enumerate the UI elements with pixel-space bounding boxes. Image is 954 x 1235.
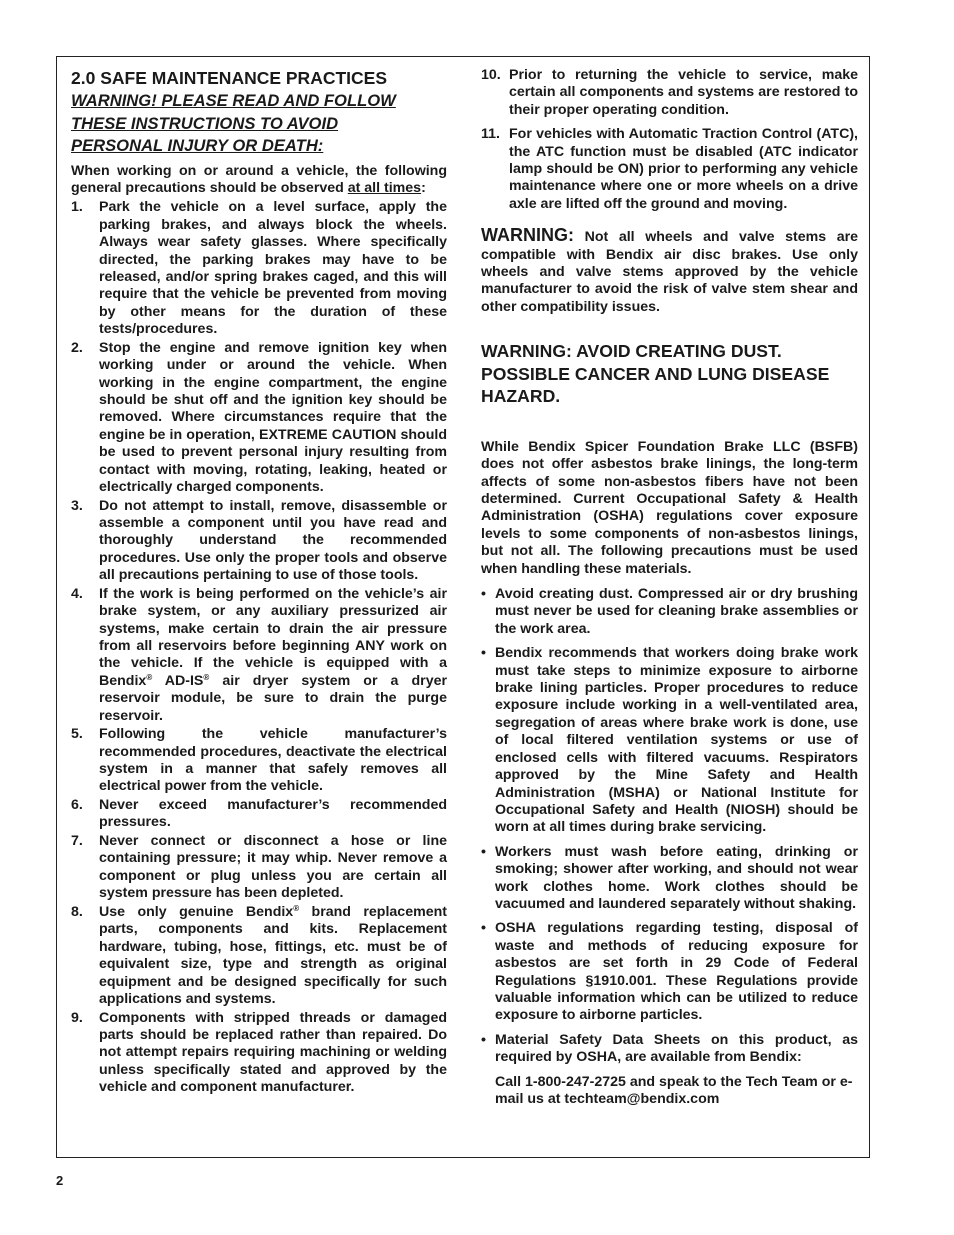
list-item: 8. Use only genuine Bendix® brand replacement parts, components and kits. Replacement hardware, tubing, hose, fittings, etc. must be of equivalent size, type and strength as original equipment and be designed specifically for such applications and systems. [71,903,447,1007]
precautions-list [71,199,447,1096]
warning-label: WARNING: [481,225,574,246]
list-item: • Material Safety Data Sheets on this product, as required by OSHA, are available from Bendix: [481,1031,858,1066]
dust-precautions-list [481,586,858,1067]
content-frame [56,56,870,1158]
contact-info: Call 1-800-247-2725 and speak to the Tech Team or e-mail us at techteam@bendix.com [495,1073,853,1107]
list-item: • Bendix recommends that workers doing brake work must take steps to minimize exposure to airborne brake lining particles. Proper procedures to reduce exposure include working in a well-ventilated area, segregation of areas where brake work is done, use of local filtered ventilation systems or use of enclosed cells with filtered vacuums. Respirators approved by the Mine Safety and Health Administration (MSHA) or National Institute for Occupational Safety and Health (NIOSH) should be worn at all times during brake servicing. [481,645,858,836]
registered-mark: ® [146,672,153,682]
bullet-icon: • [481,586,486,603]
list-item: • Workers must wash before eating, drinking or smoking; shower after working, and should not wear work clothes home. Work clothes should be vacuumed and laundered separately without shaking. [481,843,858,912]
list-item: 7. Never connect or disconnect a hose or line containing pressure; it may whip. Never remove a component or plug unless you are certain all system pressure has been depleted. [71,833,447,902]
registered-mark: ® [203,672,210,682]
list-item: 3. Do not attempt to install, remove, disassemble or assemble a component until you have read and thoroughly understand the recommended procedures. Use only the proper tools and observe all precautions pertaining to use of those tools. [71,497,447,584]
list-item: 9. Components with stripped threads or damaged parts should be replaced rather than repaired. Do not attempt repairs requiring machining or welding unless specifically stated and approved by the vehicle and component manufacturer. [71,1009,447,1096]
warning-heading [71,90,447,158]
section-title: 2.0 SAFE MAINTENANCE PRACTICES [71,68,388,88]
registered-mark: ® [293,903,300,913]
list-item: • Avoid creating dust. Compressed air or dry brushing must never be used for cleaning brake assemblies or the work area. [481,586,858,637]
precautions-list-continued [481,67,858,213]
asbestos-paragraph: While Bendix Spicer Foundation Brake LLC (BSFB) does not offer asbestos brake linings, the long-term affects of some non-asbestos fibers have not been determined. Current Occupational Safety & Health Administration (OSHA) regulations cover exposure levels to some components of non-asbestos linings, but not all. The following precautions must be used when handling these materials. [481,438,858,577]
list-item: 2. Stop the engine and remove ignition key when working under or around the vehicle. When working in the engine compartment, the engine should be shut off and the ignition key should be removed. Where circumstances require that the engine be in operation, EXTREME CAUTION should be used to prevent personal injury resulting from contact with moving, rotating, leaking, heated or electrically charged components. [71,339,447,495]
list-item: 11. For vehicles with Automatic Traction Control (ATC), the ATC function must be disabled (ATC indicator lamp should be ON) prior to performing any vehicle maintenance where one or more wheels on a drive axle are lifted off the ground and moving. [481,126,858,212]
list-item: 1. Park the vehicle on a level surface, apply the parking brakes, and always block the wheels. Always wear safety glasses. Where specifically directed, the parking brakes may have to be released, and/or spring brakes caged, and this will require that the vehicle be prevented from moving by other means for the duration of these tests/procedures. [71,199,447,338]
left-column [71,57,447,1098]
intro-emphasis: at all times [347,179,422,196]
right-column [481,57,858,1108]
list-item: 5. Following the vehicle manufacturer’s recommended procedures, deactivate the electrical system in a manner that safely removes all electrical power from the vehicle. [71,726,447,795]
wheel-warning-paragraph: WARNING: Not all wheels and valve stems are compatible with Bendix air disc brakes. Use only wheels and valve stems approved by the vehicle manufacturer to avoid the risk of valve stem shear and other compatibility issues. [481,225,858,315]
warning-heading-line: WARNING! PLEASE READ AND FOLLOW [71,91,396,110]
dust-warning-heading: WARNING: AVOID CREATING DUST. POSSIBLE CANCER AND LUNG DISEASE HAZARD. [481,341,830,407]
list-item: 10. Prior to returning the vehicle to service, make certain all components and systems are restored to their proper operating condition. [481,67,858,118]
warning-heading-line: PERSONAL INJURY OR DEATH: [71,136,324,155]
warning-heading-line: THESE INSTRUCTIONS TO AVOID [71,113,339,133]
bullet-icon: • [481,920,486,937]
bullet-icon: • [481,843,486,860]
bullet-icon: • [481,645,486,662]
list-item: 6. Never exceed manufacturer’s recommended pressures. [71,797,447,831]
list-item: 4. If the work is being performed on the vehicle’s air brake system, or any auxiliary pressurized air systems, make certain to drain the air pressure from all reservoirs before beginning ANY work on the vehicle. If the vehicle is equipped with a Bendix® AD-IS® air dryer system or a dryer reservoir module, be sure to drain the purge reservoir. [71,585,447,724]
list-item: • OSHA regulations regarding testing, disposal of waste and methods of reducing exposure for asbestos are set forth in 29 Code of Federal Regulations §1910.001. These Regulations provide valuable information which can be utilized to reduce exposure to airborne particles. [481,920,858,1024]
bullet-icon: • [481,1031,486,1048]
intro-paragraph: When working on or around a vehicle, the following general precautions should be observed at all times: [71,162,447,196]
page-number: 2 [56,1173,64,1188]
